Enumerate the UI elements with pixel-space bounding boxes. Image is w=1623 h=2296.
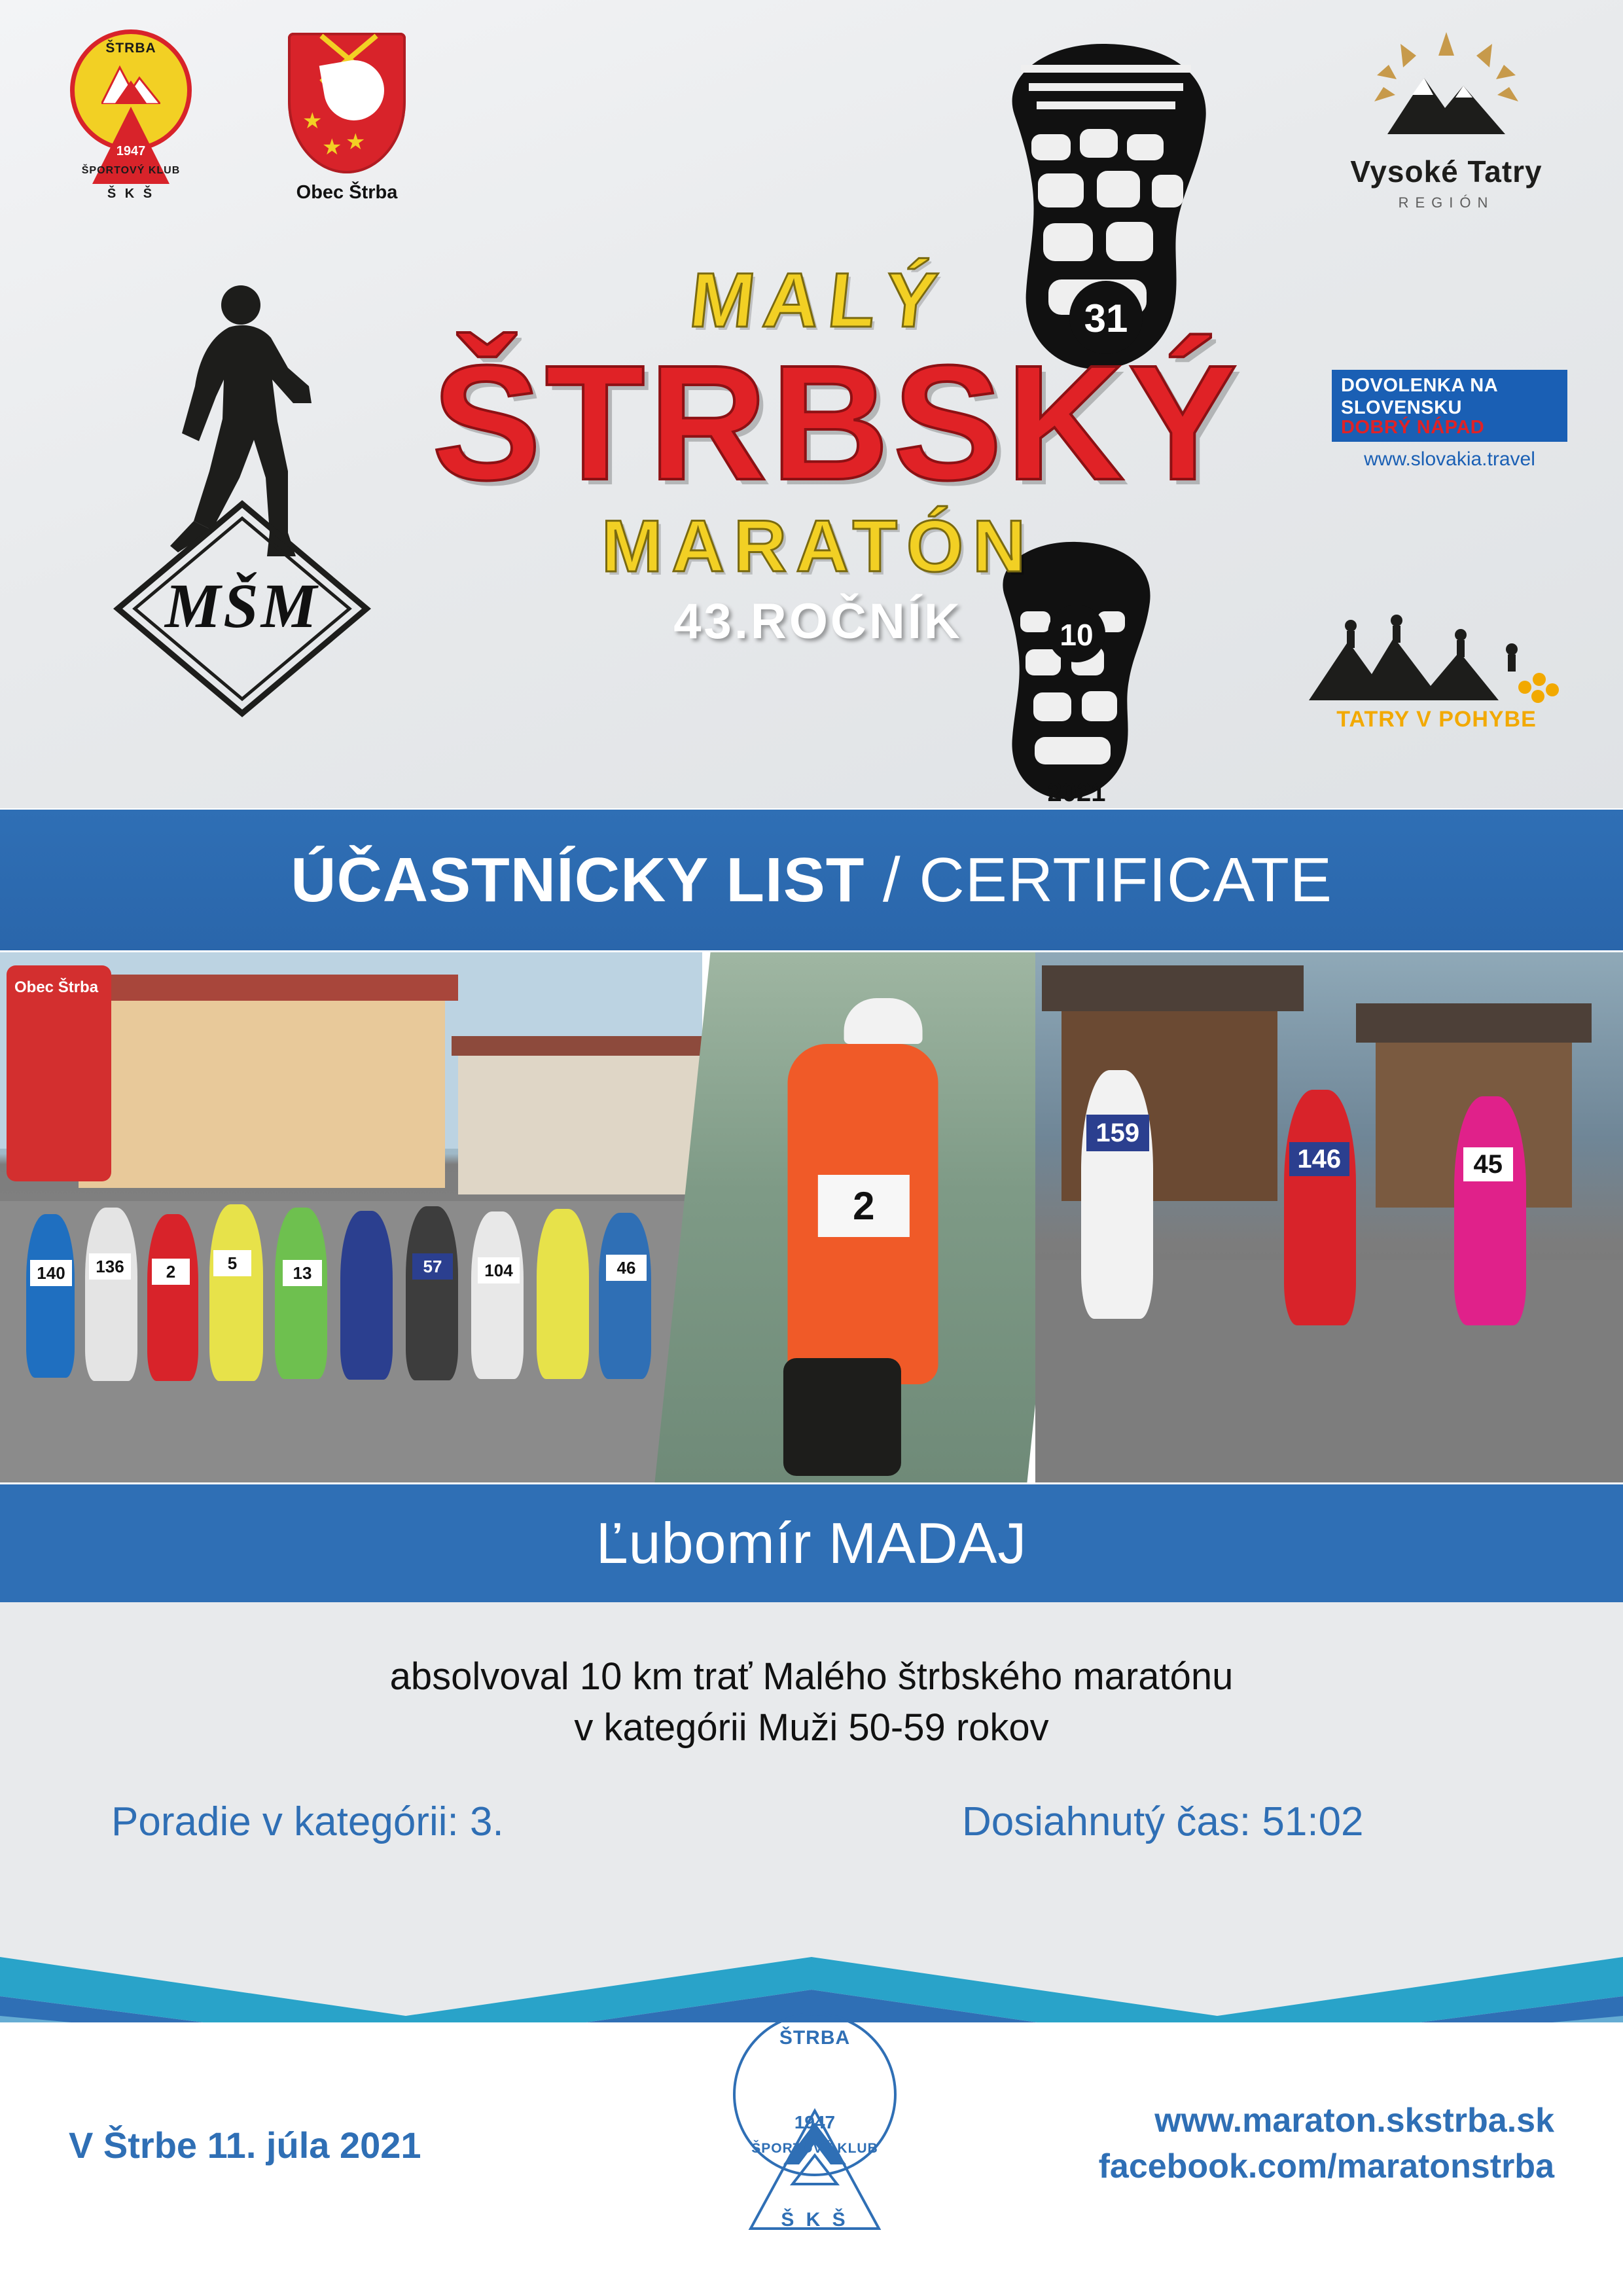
- photo1-runner: [275, 1208, 327, 1379]
- certificate-title-separator: /: [865, 844, 919, 915]
- sks-club-logo: [56, 29, 206, 203]
- shoeprint-bottom-number: 10: [1060, 618, 1094, 652]
- footer-club-logo: [710, 2013, 919, 2274]
- photo1-runner: [209, 1204, 263, 1381]
- photo1-runner: [406, 1206, 458, 1380]
- event-title-block: [432, 257, 1241, 759]
- title-edition: 43.ROČNÍK: [673, 594, 963, 650]
- photo1-bib: 2: [152, 1259, 190, 1285]
- certificate-title-sk: ÚČASTNÍCKY LIST: [291, 844, 865, 915]
- crest-star-icon: ★: [302, 109, 323, 134]
- photo2-runner-cap: [844, 998, 922, 1044]
- title-maly: MALÝ: [685, 257, 951, 344]
- photo1-runner: [340, 1211, 393, 1380]
- certificate-title-bar: [0, 810, 1623, 950]
- header-section: [0, 0, 1623, 808]
- photo1-bib: 5: [213, 1250, 251, 1276]
- sks-logo-club-text: ŠPORTOVÝ KLUB: [81, 165, 181, 176]
- achievement-line-1: absolvoval 10 km trať Malého štrbského maratónu: [389, 1655, 1234, 1698]
- obec-strba-label: Obec Štrba: [296, 182, 398, 203]
- category-rank: [111, 1799, 504, 1845]
- mountain-icon: [101, 63, 160, 104]
- photo3-roof: [1042, 965, 1304, 1011]
- photo1-start-arch: [7, 965, 111, 1181]
- vysoke-tatry-name: Vysoké Tatry: [1350, 154, 1543, 188]
- shoeprint-top-number: 31: [1084, 296, 1128, 340]
- photo1-bib: 13: [283, 1260, 322, 1286]
- vysoke-tatry-sub: REGIÓN: [1398, 194, 1495, 211]
- certificate-body: [0, 1602, 1623, 1969]
- participant-name: Ľubomír MADAJ: [596, 1511, 1027, 1575]
- footer-logo-club-text: ŠPORTOVÝ KLUB: [751, 2141, 878, 2156]
- photo1-bib: 140: [30, 1260, 72, 1286]
- photo3-runner: [1284, 1090, 1356, 1325]
- photo3-runner: [1454, 1096, 1526, 1325]
- finish-time-label: Dosiahnutý čas:: [962, 1799, 1251, 1844]
- footer-date: V Štrbe 11. júla 2021: [69, 2125, 421, 2166]
- vysoke-tatry-logo: [1338, 29, 1554, 232]
- slovakia-travel-banner: [1332, 370, 1574, 488]
- photo-strip: [0, 952, 1623, 1482]
- footer-logo-year: 1947: [794, 2112, 836, 2132]
- photo1-building: [79, 992, 445, 1188]
- msm-label: MŠM: [164, 571, 320, 641]
- footer-links: [1099, 2098, 1554, 2189]
- footer-facebook-link[interactable]: facebook.com/maratonstrba: [1098, 2147, 1554, 2186]
- photo1-roof: [65, 975, 458, 1001]
- photo1-runner: [147, 1214, 198, 1381]
- photo1-bib: 136: [89, 1253, 131, 1280]
- photo-three-runners: [1035, 952, 1623, 1482]
- photo1-runner: [26, 1214, 75, 1378]
- photo3-bib: 159: [1086, 1115, 1149, 1151]
- photo1-runner: [471, 1211, 524, 1379]
- photo-single-runner: [654, 952, 1082, 1482]
- photo2-bib: 2: [818, 1175, 910, 1237]
- finish-time: [962, 1799, 1364, 1845]
- photo1-runner: [599, 1213, 651, 1379]
- photo1-building: [458, 1050, 702, 1194]
- photo1-bib: 57: [412, 1253, 453, 1280]
- category-rank-label: Poradie v kategórii:: [111, 1799, 459, 1844]
- certificate-title-en: CERTIFICATE: [919, 844, 1332, 915]
- tatry-v-pohybe-label: TATRY V POHYBE: [1336, 707, 1537, 732]
- photo3-runner: [1081, 1070, 1153, 1319]
- sks-logo-year: 1947: [116, 144, 146, 158]
- photo3-bib: 146: [1289, 1142, 1349, 1176]
- photo3-roof: [1356, 1003, 1592, 1043]
- slovakia-line-1: DOVOLENKA NA: [1341, 375, 1499, 396]
- slovakia-travel-url[interactable]: www.slovakia.travel: [1364, 448, 1535, 470]
- sks-logo-abbrev: Š K Š: [107, 187, 155, 201]
- photo1-runner: [537, 1209, 589, 1379]
- tatry-mountains-icon: [1309, 609, 1564, 707]
- footer-logo-abbrev: Š K Š: [781, 2209, 849, 2231]
- photo2-runner-shorts: [783, 1358, 901, 1476]
- footer-logo-top-text: ŠTRBA: [779, 2027, 851, 2049]
- crest-star-icon: ★: [322, 135, 342, 160]
- achievement-line-2: v kategórii Muži 50-59 rokov: [574, 1706, 1049, 1749]
- photo1-runner: [85, 1208, 137, 1381]
- finish-time-value: 51:02: [1262, 1799, 1364, 1844]
- sks-logo-top-text: ŠTRBA: [105, 41, 156, 56]
- title-strbsky: ŠTRBSKÝ: [432, 331, 1241, 514]
- participant-name-bar: [0, 1484, 1623, 1602]
- sun-mountain-icon: [1361, 29, 1531, 147]
- shoeprint-year: 2021: [1047, 778, 1106, 807]
- obec-strba-crest: [262, 33, 432, 229]
- photo1-bib: 46: [606, 1255, 647, 1281]
- photo3-bib: 45: [1463, 1147, 1513, 1181]
- title-maraton: MARATÓN: [601, 505, 1035, 587]
- photo1-roof: [452, 1036, 702, 1056]
- photo-start-line: [0, 952, 702, 1482]
- crest-star-icon: ★: [346, 130, 366, 154]
- photo1-banner-text: Obec Štrba: [14, 978, 99, 996]
- category-rank-value: 3.: [469, 1799, 504, 1844]
- slovakia-line-3: DOBRÝ NÁPAD: [1341, 417, 1485, 438]
- tatry-v-pohybe-logo: [1309, 609, 1584, 753]
- footer-website-link[interactable]: www.maraton.skstrba.sk: [1154, 2102, 1554, 2140]
- slovakia-line-2: SLOVENSKU: [1341, 397, 1462, 418]
- msm-runner-logo: [92, 281, 432, 740]
- photo1-bib: 104: [478, 1257, 520, 1283]
